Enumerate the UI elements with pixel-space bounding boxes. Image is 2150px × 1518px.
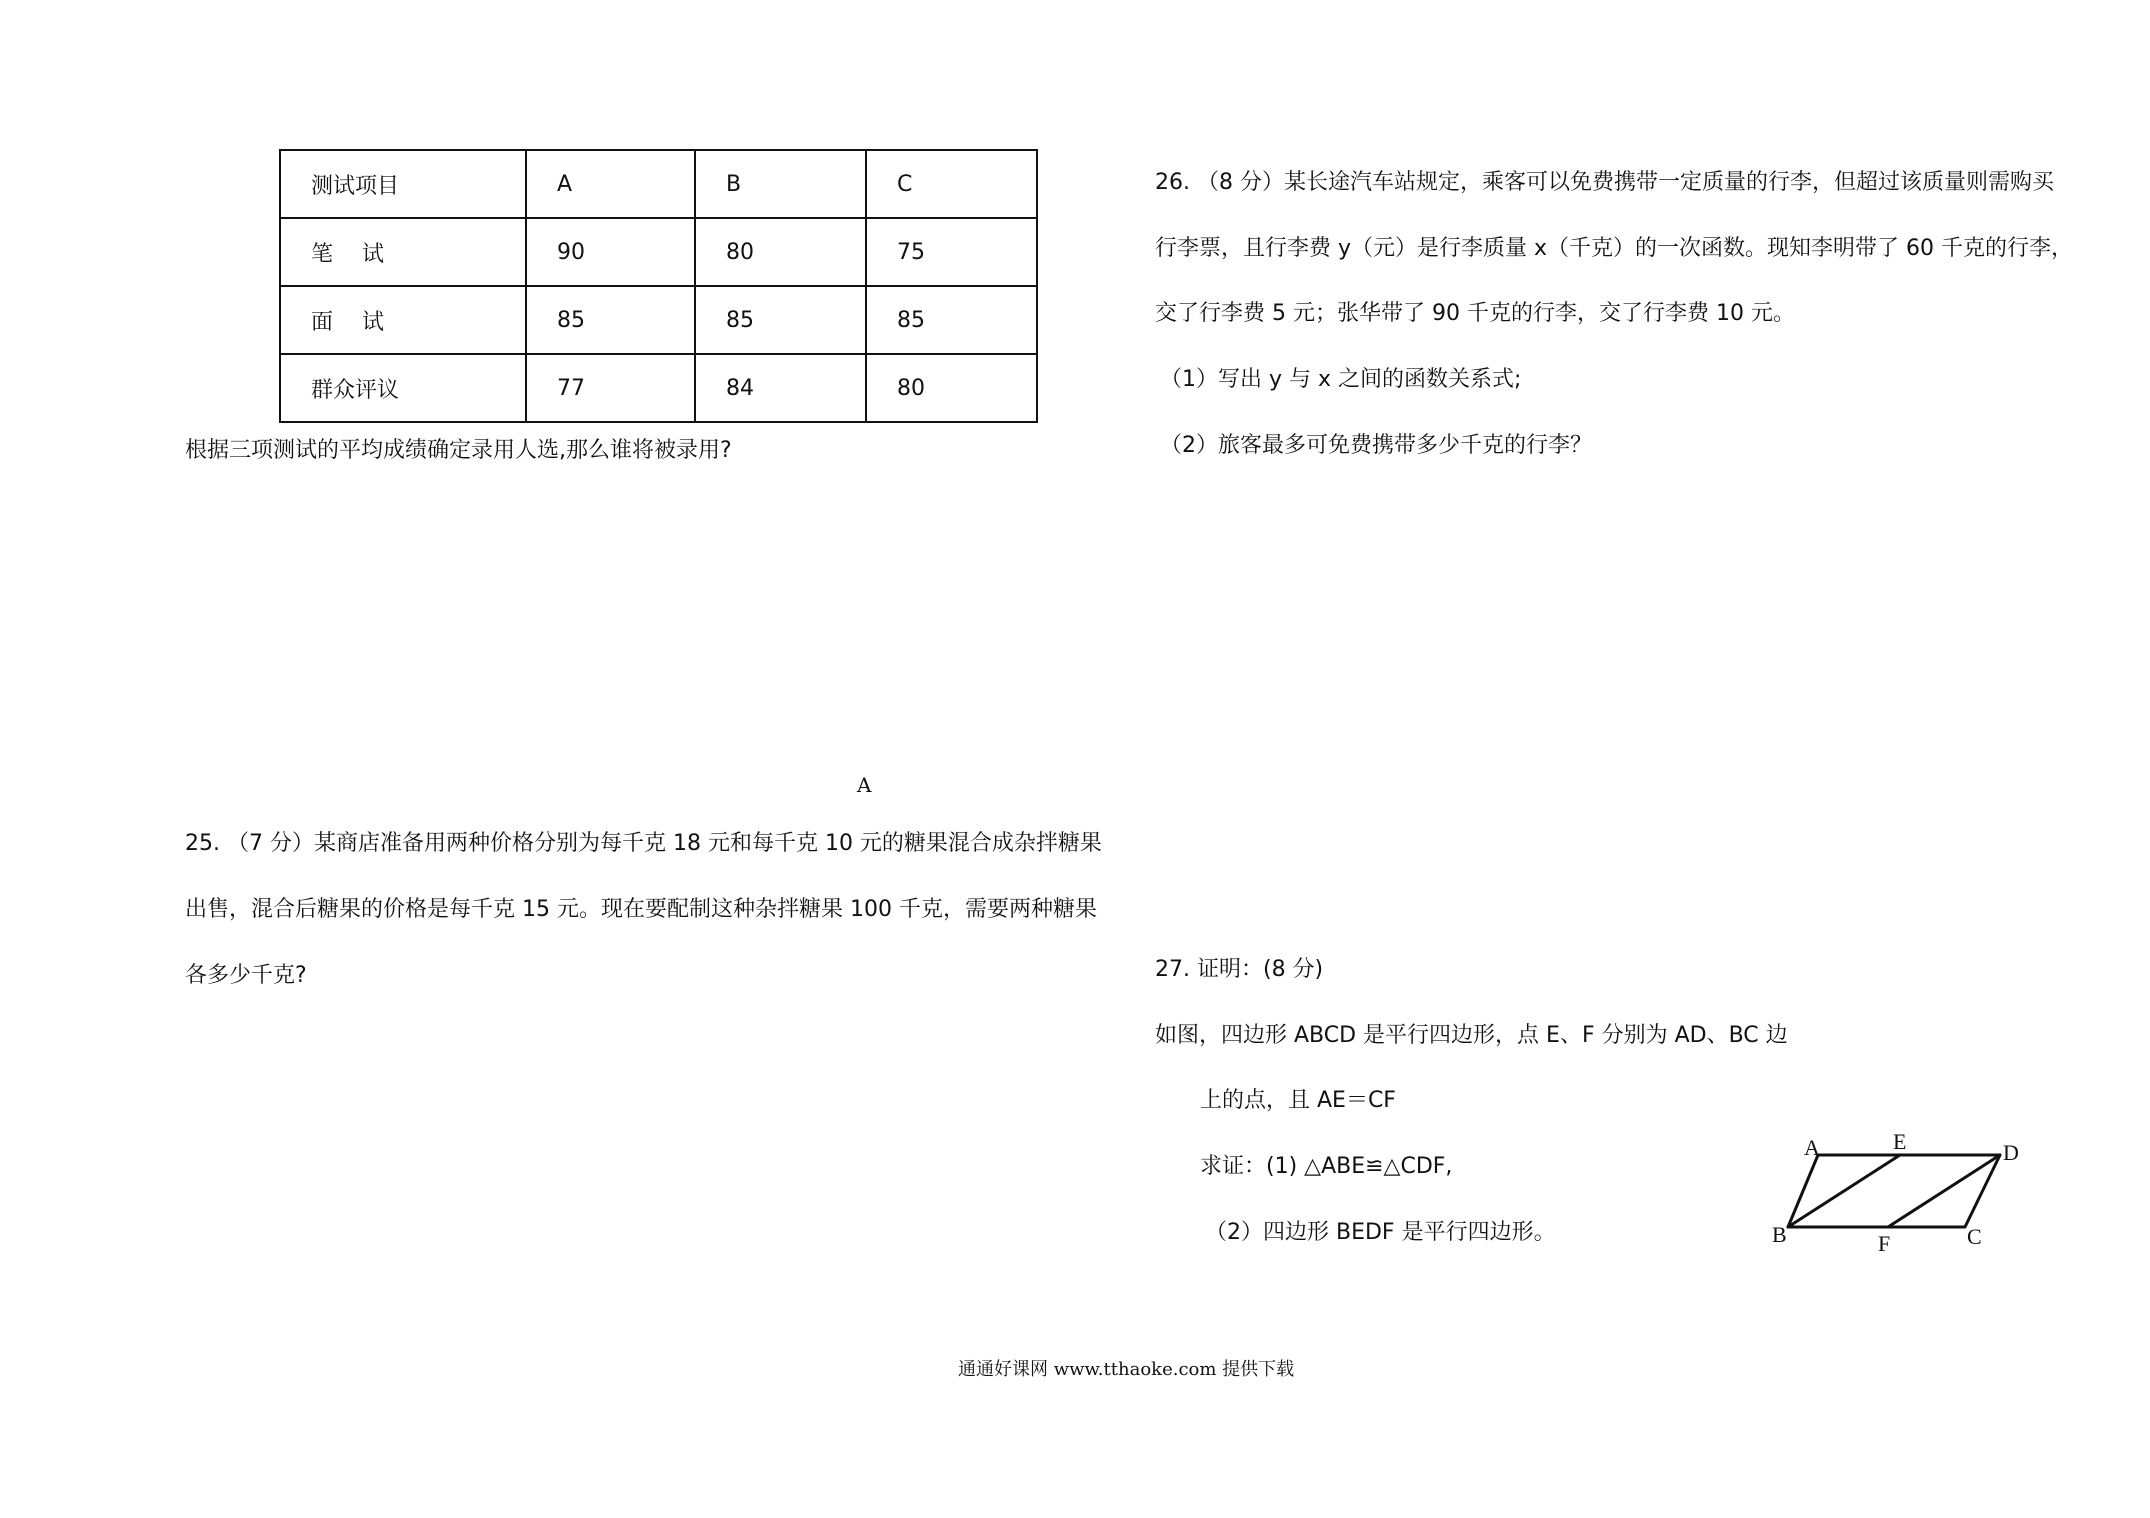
table-row [280, 218, 1037, 286]
q26-line2: 行李票，且行李费 y（元）是行李质量 x（千克）的一次函数。现知李明带了 60 千克的行李， [1155, 236, 2074, 261]
table-cell: 面 试 [280, 286, 526, 354]
table-cell: 80 [695, 218, 866, 286]
table-cell: 90 [526, 218, 695, 286]
stray-mark: A [857, 773, 872, 797]
table-cell: 84 [695, 354, 866, 422]
table-cell: 85 [526, 286, 695, 354]
vertex-label-b: B [1772, 1222, 1787, 1247]
vertex-label-e: E [1893, 1129, 1907, 1154]
table-cell: 77 [526, 354, 695, 422]
q26-part1: （1）写出 y 与 x 之间的函数关系式; [1160, 367, 1522, 392]
table-header-row [280, 150, 1037, 218]
q25-line1: 25. （7 分）某商店准备用两种价格分别为每千克 18 元和每千克 10 元的糖果混合成杂拌糖果 [185, 831, 1102, 856]
vertex-label-c: C [1967, 1224, 1982, 1249]
table-row [280, 354, 1037, 422]
parallelogram-abcd [1788, 1155, 2000, 1227]
q26-part2: （2）旅客最多可免费携带多少千克的行李？ [1160, 433, 1592, 458]
q27-line1: 如图，四边形 ABCD 是平行四边形，点 E、F 分别为 AD、BC 边 [1155, 1023, 1788, 1048]
q27-line4: （2）四边形 BEDF 是平行四边形。 [1205, 1220, 1556, 1245]
q27-line2: 上的点，且 AE＝CF [1200, 1088, 1396, 1113]
q24-question: 根据三项测试的平均成绩确定录用人选,那么谁将被录用? [185, 438, 732, 463]
table-header-cell: B [695, 150, 866, 218]
q27-line3: 求证：(1) △ABE≌△CDF, [1200, 1154, 1453, 1179]
table-cell: 笔 试 [280, 218, 526, 286]
table-cell: 85 [695, 286, 866, 354]
vertex-label-f: F [1878, 1231, 1891, 1256]
q27-title: 27. 证明：(8 分) [1155, 957, 1324, 982]
q25-line2: 出售，混合后糖果的价格是每千克 15 元。现在要配制这种杂拌糖果 100 千克，需要两种糖果 [185, 897, 1097, 922]
q26-line1: 26. （8 分）某长途汽车站规定，乘客可以免费携带一定质量的行李，但超过该质量则需购买 [1155, 170, 2054, 195]
table-cell: 75 [866, 218, 1037, 286]
q25-line3: 各多少千克? [185, 963, 307, 988]
table-cell: 群众评议 [280, 354, 526, 422]
segment-be [1788, 1155, 1900, 1227]
table-header-cell: C [866, 150, 1037, 218]
parallelogram-figure [1760, 1130, 2040, 1260]
vertex-label-a: A [1804, 1135, 1820, 1160]
footer-text: 通通好课网 www.tthaoke.com 提供下载 [958, 1359, 1295, 1380]
q26-line3: 交了行李费 5 元；张华带了 90 千克的行李，交了行李费 10 元。 [1155, 301, 1795, 326]
vertex-label-d: D [2003, 1140, 2019, 1165]
table-header-cell: A [526, 150, 695, 218]
table-cell: 85 [866, 286, 1037, 354]
table-row [280, 286, 1037, 354]
table-cell: 80 [866, 354, 1037, 422]
table-header-cell: 测试项目 [280, 150, 526, 218]
score-table [279, 149, 1038, 423]
